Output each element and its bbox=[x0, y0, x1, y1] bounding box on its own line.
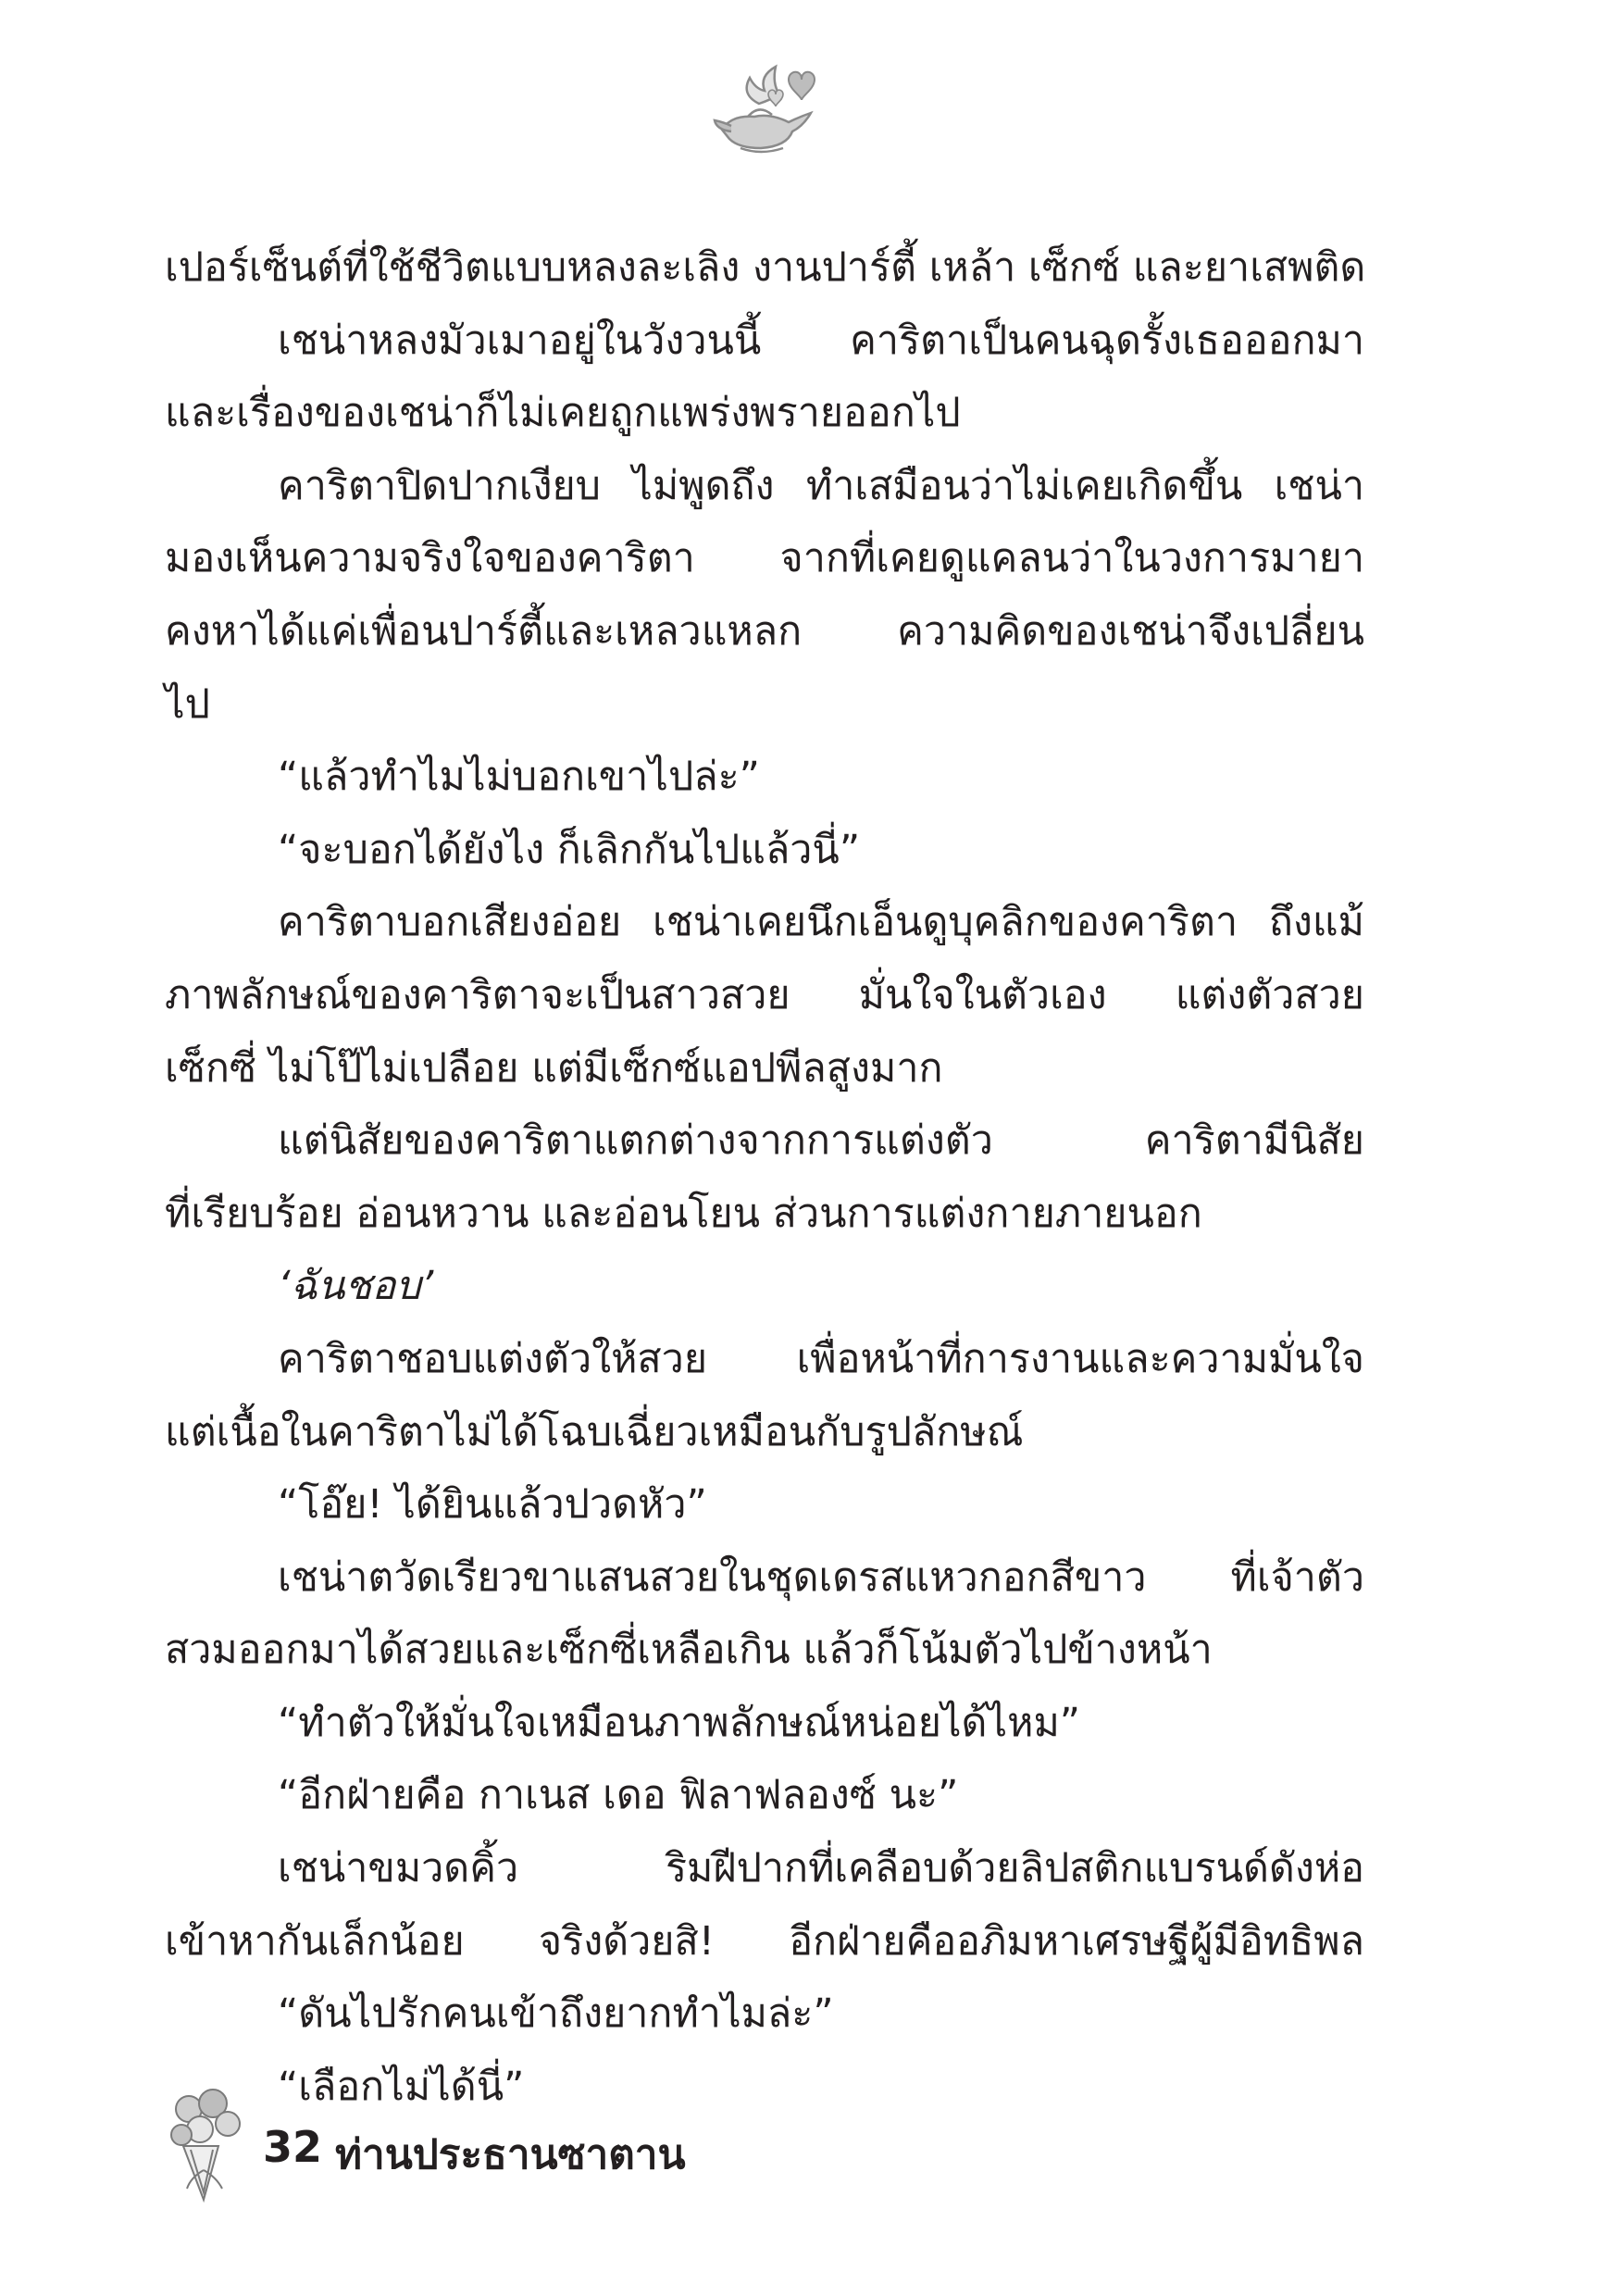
text-line: เปอร์เซ็นต์ที่ใช้ชีวิตแบบหลงละเลิง งานปาร์ตี้ เหล้า เซ็กซ์ และยาเสพติด bbox=[165, 244, 1366, 291]
text-line: คาริตาบอกเสียงอ่อย เชน่าเคยนึกเอ็นดูบุคลิกของคาริตา ถึงแม้ bbox=[278, 899, 1364, 946]
text-line: ภาพลักษณ์ของคาริตาจะเป็นสาวสวย มั่นใจในตัวเอง แต่งตัวสวย bbox=[165, 971, 1364, 1018]
book-title: ท่านประธานซาตาน bbox=[335, 2131, 686, 2178]
text-line: มองเห็นความจริงใจของคาริตา จากที่เคยดูแคลนว่าในวงการมายา bbox=[165, 535, 1364, 582]
flower-bouquet-icon bbox=[163, 2081, 246, 2211]
dialogue-line: “โอ๊ย! ได้ยินแล้วปวดหัว” bbox=[278, 1481, 707, 1529]
dialogue-line: “จะบอกได้ยังไง ก็เลิกกันไปแล้วนี่” bbox=[278, 826, 861, 873]
page-footer bbox=[163, 2081, 996, 2220]
text-line: เข้าหากันเล็กน้อย จริงด้วยสิ! อีกฝ่ายคืออภิมหาเศรษฐีผู้มีอิทธิพล bbox=[165, 1917, 1364, 1965]
page-number: 32 bbox=[263, 2122, 323, 2172]
text-line: แต่เนื้อในคาริตาไม่ได้โฉบเฉี่ยวเหมือนกับรูปลักษณ์ bbox=[165, 1408, 1024, 1455]
text-line: เชน่าตวัดเรียวขาแสนสวยในชุดเดรสแหวกอกสีขาว ที่เจ้าตัว bbox=[278, 1554, 1364, 1601]
text-line: ไป bbox=[165, 680, 210, 728]
text-line: เชน่าขมวดคิ้ว ริมฝีปากที่เคลือบด้วยลิปสติกแบรนด์ดังห่อ bbox=[278, 1845, 1364, 1892]
chapter-text bbox=[165, 231, 1364, 2123]
text-line: และเรื่องของเชน่าก็ไม่เคยถูกแพร่งพรายออกไป bbox=[165, 390, 961, 437]
text-line: ที่เรียบร้อย อ่อนหวาน และอ่อนโยน ส่วนการแต่งกายภายนอก bbox=[165, 1190, 1202, 1237]
text-line: คาริตาชอบแต่งตัวให้สวย เพื่อหน้าที่การงานและความมั่นใจ bbox=[278, 1335, 1364, 1382]
dialogue-line: “ดันไปรักคนเข้าถึงยากทำไมล่ะ” bbox=[278, 1990, 834, 2038]
text-line: คาริตาปิดปากเงียบ ไม่พูดถึง ทำเสมือนว่าไม่เคยเกิดขึ้น เชน่า bbox=[278, 462, 1364, 509]
dialogue-line: “ทำตัวให้มั่นใจเหมือนภาพลักษณ์หน่อยได้ไหม” bbox=[278, 1699, 1081, 1746]
text-line: เซ็กซี่ ไม่โป๊ไม่เปลือย แต่มีเซ็กซ์แอปพีลสูงมาก bbox=[165, 1044, 943, 1092]
text-line: สวมออกมาได้สวยและเซ็กซี่เหลือเกิน แล้วก็โน้มตัวไปข้างหน้า bbox=[165, 1627, 1213, 1674]
dialogue-line: “แล้วทำไมไม่บอกเขาไปล่ะ” bbox=[278, 754, 760, 801]
text-line: แต่นิสัยของคาริตาแตกต่างจากการแต่งตัว คาริตามีนิสัย bbox=[278, 1117, 1364, 1165]
thought-line: ‘ฉันชอบ’ bbox=[278, 1263, 434, 1310]
text-line: คงหาได้แค่เพื่อนปาร์ตี้และเหลวแหลก ความคิดของเชน่าจึงเปลี่ยน bbox=[165, 607, 1364, 655]
text-line: เชน่าหลงมัวเมาอยู่ในวังวนนี้ คาริตาเป็นคนฉุดรั้งเธอออกมา bbox=[278, 317, 1364, 364]
genie-lamp-icon bbox=[703, 57, 824, 159]
dialogue-line: “เลือกไม่ได้นี่” bbox=[278, 2063, 525, 2110]
dialogue-line: “อีกฝ่ายคือ กาเนส เดอ ฟิลาฟลองซ์ นะ” bbox=[278, 1772, 959, 1819]
